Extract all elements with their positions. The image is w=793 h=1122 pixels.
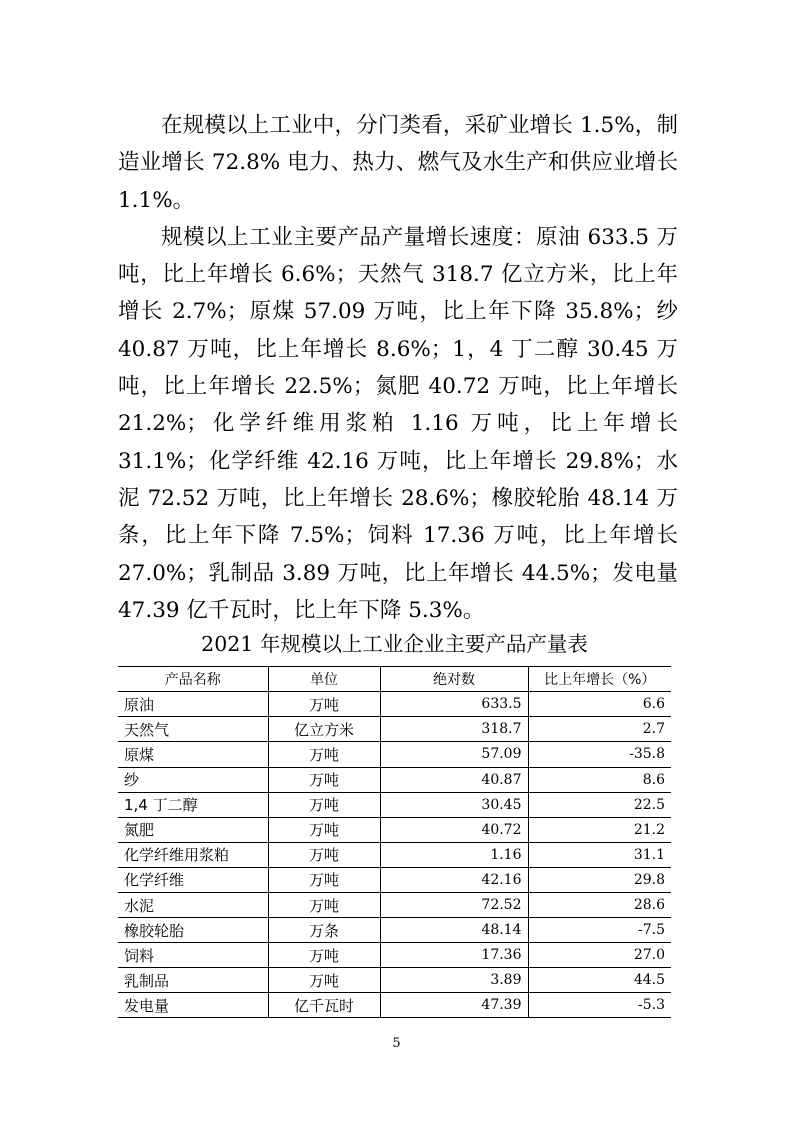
table-row: [118, 867, 671, 892]
cell-product-name: 发电量: [118, 993, 268, 1018]
cell-absolute-value: 30.45: [380, 792, 528, 817]
cell-product-name: 天然气: [118, 717, 268, 742]
cell-absolute-value: 40.87: [380, 767, 528, 792]
cell-growth-rate: -35.8: [528, 742, 671, 767]
cell-unit: 万吨: [268, 792, 380, 817]
cell-unit: 亿立方米: [268, 717, 380, 742]
cell-growth-rate: 22.5: [528, 792, 671, 817]
cell-absolute-value: 72.52: [380, 893, 528, 918]
cell-absolute-value: 48.14: [380, 918, 528, 943]
cell-absolute-value: 3.89: [380, 968, 528, 993]
cell-product-name: 1,4 丁二醇: [118, 792, 268, 817]
table-row: [118, 943, 671, 968]
table-row: [118, 692, 671, 717]
cell-absolute-value: 318.7: [380, 717, 528, 742]
cell-product-name: 原煤: [118, 742, 268, 767]
cell-product-name: 原油: [118, 692, 268, 717]
cell-growth-rate: 21.2: [528, 817, 671, 842]
table-row: [118, 968, 671, 993]
cell-unit: 万吨: [268, 692, 380, 717]
cell-product-name: 纱: [118, 767, 268, 792]
table-row: [118, 993, 671, 1018]
table-row: [118, 792, 671, 817]
product-output-table: [118, 666, 671, 1018]
cell-unit: 万吨: [268, 968, 380, 993]
cell-unit: 万吨: [268, 867, 380, 892]
cell-product-name: 氮肥: [118, 817, 268, 842]
cell-absolute-value: 17.36: [380, 943, 528, 968]
page-number: 5: [392, 1036, 401, 1051]
table-title: 2021 年规模以上工业企业主要产品产量表: [201, 632, 588, 657]
cell-absolute-value: 42.16: [380, 867, 528, 892]
cell-unit: 万吨: [268, 943, 380, 968]
header-absolute-value: 绝对数: [380, 667, 528, 692]
cell-growth-rate: 6.6: [528, 692, 671, 717]
table-row: [118, 918, 671, 943]
cell-absolute-value: 40.72: [380, 817, 528, 842]
header-unit: 单位: [268, 667, 380, 692]
table-row: [118, 717, 671, 742]
table-header-row: [118, 667, 671, 692]
table-row: [118, 893, 671, 918]
header-product-name: 产品名称: [118, 667, 268, 692]
cell-product-name: 水泥: [118, 893, 268, 918]
table-row: [118, 842, 671, 867]
header-growth-rate: 比上年增长（%）: [528, 667, 671, 692]
paragraph-industry-sectors: 在规模以上工业中，分门类看，采矿业增长 1.5%，制造业增长 72.8% 电力、热力、燃气及水生产和供应业增长 1.1%。: [118, 113, 678, 213]
cell-growth-rate: 29.8: [528, 867, 671, 892]
cell-unit: 万吨: [268, 742, 380, 767]
cell-absolute-value: 47.39: [380, 993, 528, 1018]
cell-growth-rate: -5.3: [528, 993, 671, 1018]
cell-absolute-value: 57.09: [380, 742, 528, 767]
cell-unit: 万吨: [268, 893, 380, 918]
cell-unit: 万吨: [268, 817, 380, 842]
cell-growth-rate: 2.7: [528, 717, 671, 742]
cell-absolute-value: 633.5: [380, 692, 528, 717]
table-row: [118, 767, 671, 792]
cell-growth-rate: 44.5: [528, 968, 671, 993]
cell-growth-rate: 8.6: [528, 767, 671, 792]
cell-growth-rate: 31.1: [528, 842, 671, 867]
cell-product-name: 化学纤维用浆粕: [118, 842, 268, 867]
paragraph-product-output: 规模以上工业主要产品产量增长速度：原油 633.5 万吨，比上年增长 6.6%；天然气 318.7 亿立方米，比上年增长 2.7%；原煤 57.09 万吨，比上年下降 35.8%；纱 40.87 万吨，比上年增长 8.6%；1，4 丁二醇 30.45 万吨，比上年增长 22.5%；氮肥 40.72 万吨，比上年增长 21.2%；化学纤维用浆粕 1.16 万吨，比上年增长 31.1%；化学纤维 42.16 万吨，比上年增长 29.8%；水泥 72.52 万吨，比上年增长 28.6%；橡胶轮胎 48.14 万条，比上年下降 7.5%；饲料 17.36 万吨，比上年增长 27.0%；乳制品 3.89 万吨，比上年增长 44.5%；发电量 47.39 亿千瓦时，比上年下降 5.3%。: [118, 224, 678, 623]
table-row: [118, 742, 671, 767]
cell-product-name: 乳制品: [118, 968, 268, 993]
cell-growth-rate: 27.0: [528, 943, 671, 968]
cell-unit: 万条: [268, 918, 380, 943]
table-body: [118, 692, 671, 1018]
cell-growth-rate: -7.5: [528, 918, 671, 943]
cell-unit: 亿千瓦时: [268, 993, 380, 1018]
table-row: [118, 817, 671, 842]
cell-unit: 万吨: [268, 842, 380, 867]
cell-unit: 万吨: [268, 767, 380, 792]
page-content: [118, 107, 678, 1018]
cell-product-name: 化学纤维: [118, 867, 268, 892]
cell-growth-rate: 28.6: [528, 893, 671, 918]
cell-product-name: 橡胶轮胎: [118, 918, 268, 943]
cell-absolute-value: 1.16: [380, 842, 528, 867]
cell-product-name: 饲料: [118, 943, 268, 968]
